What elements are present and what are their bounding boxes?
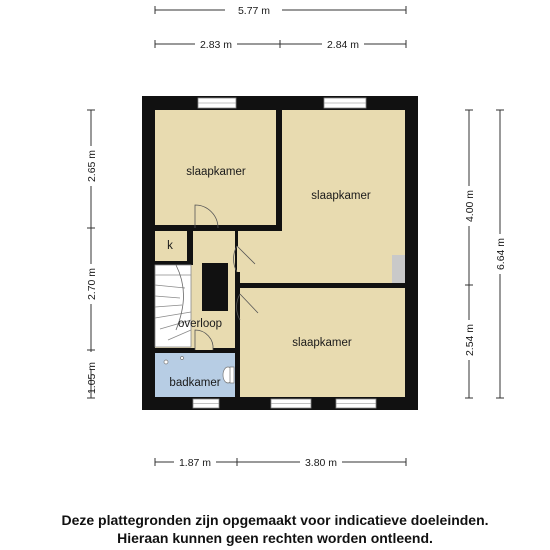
dim-top-right: 2.84 m: [326, 39, 360, 51]
dim-bottom-left: 1.87 m: [178, 457, 212, 469]
dim-top-left: 2.83 m: [199, 39, 233, 51]
disclaimer-line-1: Deze plattegronden zijn opgemaakt voor indicatieve doeleinden.: [61, 512, 489, 528]
dim-left-middle: 2.70 m: [86, 267, 98, 301]
wall-closet-right: [187, 231, 193, 261]
disclaimer-line-2: Hieraan kunnen geen rechten worden ontleend.: [117, 530, 433, 546]
wall-bathroom-top-b: [213, 348, 235, 353]
dim-right-lower: 2.54 m: [464, 323, 476, 357]
room-label-landing: overloop: [177, 318, 223, 330]
wall-bottom-bedroom-top: [237, 283, 405, 288]
dim-top-total: 5.77 m: [237, 5, 271, 17]
dim-left-upper: 2.65 m: [86, 149, 98, 183]
wall-bathroom-top-a: [155, 348, 195, 353]
wall-closet-bottom: [155, 261, 193, 265]
dim-bottom-right: 3.80 m: [304, 457, 338, 469]
wall-top-left-bedroom-bottom-a: [155, 225, 195, 231]
room-label-bathroom: badkamer: [169, 377, 221, 389]
cabinet: [392, 255, 405, 283]
room-label-closet: k: [167, 240, 173, 252]
wall-top-left-bedroom-bottom-b: [225, 225, 282, 231]
room-label-bedroom-bottom: slaapkamer: [292, 337, 352, 349]
wall-landing-right-a: [235, 231, 238, 246]
room-label-bedroom-top-right: slaapkamer: [311, 190, 371, 202]
dim-right-total: 6.64 m: [495, 237, 507, 271]
toilet-tank: [230, 367, 234, 383]
chimney-shaft: [202, 263, 228, 311]
staircase: [155, 265, 191, 347]
wall-landing-right-c: [235, 320, 240, 397]
dim-right-upper: 4.00 m: [464, 189, 476, 223]
dim-left-lower: 1.05 m: [86, 361, 98, 395]
wall-between-top-bedrooms: [276, 110, 282, 231]
room-label-bedroom-top-left: slaapkamer: [186, 166, 246, 178]
shower-drain: [164, 360, 168, 364]
